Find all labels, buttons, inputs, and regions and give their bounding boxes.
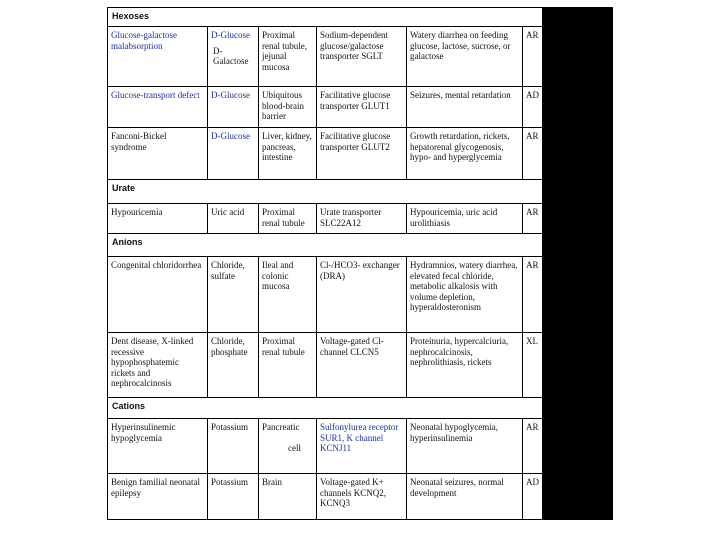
transporter-cell: Sodium-dependent glucose/galactose transporter SGLT	[316, 27, 406, 86]
table-row	[108, 204, 542, 234]
black-side-bar	[543, 7, 613, 520]
tissue-cell: Ubiquitous blood-brain barrier	[258, 87, 316, 127]
features-cell: Neonatal hypoglycemia, hyperinsulinemia	[406, 419, 522, 473]
disorder-cell: Glucose-transport defect	[111, 90, 200, 100]
section-header-urate	[108, 180, 542, 204]
tissue-cell: Proximal renal tubule	[258, 204, 316, 233]
substrate-cell: Potassium	[207, 419, 258, 473]
transporter-cell: Facilitative glucose transporter GLUT1	[316, 87, 406, 127]
transporter-text: Sulfonylurea receptor SUR1, K channel KCNJ11	[320, 422, 399, 453]
features-cell: Growth retardation, rickets, hepatorenal glycogenosis, hypo- and hyperglycemia	[406, 128, 522, 179]
section-title: Anions	[112, 237, 143, 247]
tissue-cell: Brain	[258, 474, 316, 520]
substrate-cell: Chloride, sulfate	[207, 257, 258, 332]
inheritance-cell: AD	[522, 474, 542, 520]
inheritance-cell: AD	[522, 87, 542, 127]
tissue-cell: Proximal renal tubule	[258, 333, 316, 397]
section-title: Urate	[112, 183, 136, 193]
substrate-extra-text: D-Galactose	[213, 45, 249, 66]
inheritance-cell: AR	[522, 128, 542, 179]
substrate-cell: Potassium	[207, 474, 258, 520]
inheritance-cell: AR	[522, 419, 542, 473]
table-row	[108, 87, 542, 128]
transporter-cell: Cl-/HCO3- exchanger (DRA)	[316, 257, 406, 332]
substrate-cell: Uric acid	[207, 204, 258, 233]
features-cell: Proteinuria, hypercalciuria, nephrocalcinosis, nephrolithiasis, rickets	[406, 333, 522, 397]
inheritance-cell: XL	[522, 333, 542, 397]
transporter-cell: Voltage-gated Cl- channel CLCN5	[316, 333, 406, 397]
substrate-cell: Chloride, phosphate	[207, 333, 258, 397]
disorder-cell: Dent disease, X-linked recessive hypophosphatemic rickets and nephrocalcinosis	[111, 336, 194, 388]
features-cell: Neonatal seizures, normal development	[406, 474, 522, 520]
disorder-cell: Congenital chloridorrhea	[111, 260, 202, 270]
substrate-cell	[207, 27, 258, 86]
tissue-text: Pancreatic	[262, 422, 300, 432]
substrate-cell: D-Glucose	[207, 128, 258, 179]
substrate-text: D-Glucose	[211, 30, 250, 40]
table-row	[108, 333, 542, 398]
section-header-hexoses	[108, 8, 542, 27]
table-row	[108, 474, 542, 520]
table-row	[108, 27, 542, 87]
features-cell: Hypouricemia, uric acid urolithiasis	[406, 204, 522, 233]
disorder-cell: Hyperinsulinemic hypoglycemia	[111, 422, 176, 443]
transporter-cell: Voltage-gated K+ channels KCNQ2, KCNQ3	[316, 474, 406, 520]
tissue-extra-text: cell	[288, 442, 301, 453]
disorder-cell: Benign familial neonatal epilepsy	[111, 477, 200, 498]
tissue-cell	[258, 419, 316, 473]
disorder-cell: Fanconi-Bickel syndrome	[111, 131, 167, 152]
tissue-cell: Ileal and colonic mucosa	[258, 257, 316, 332]
inheritance-cell: AR	[522, 257, 542, 332]
tissue-cell: Liver, kidney, pancreas, intestine	[258, 128, 316, 179]
transporter-cell: Facilitative glucose transporter GLUT2	[316, 128, 406, 179]
section-header-anions	[108, 234, 542, 257]
disorder-cell: Glucose-galactose malabsorption	[111, 30, 177, 51]
features-cell: Hydramnios, watery diarrhea, elevated fecal chloride, metabolic alkalosis with volume depletion, hyperaldosteronism	[406, 257, 522, 332]
inheritance-cell: AR	[522, 27, 542, 86]
tissue-cell: Proximal renal tubule, jejunal mucosa	[258, 27, 316, 86]
transport-disorders-table	[107, 7, 543, 520]
disorder-cell: Hypouricemia	[111, 207, 163, 217]
table-row	[108, 419, 542, 474]
features-cell: Seizures, mental retardation	[406, 87, 522, 127]
section-title: Cations	[112, 401, 146, 411]
section-header-cations	[108, 398, 542, 419]
inheritance-cell: AR	[522, 204, 542, 233]
table-row	[108, 257, 542, 333]
section-title: Hexoses	[112, 11, 150, 21]
substrate-cell: D-Glucose	[207, 87, 258, 127]
table-row	[108, 128, 542, 180]
features-cell: Watery diarrhea on feeding glucose, lactose, sucrose, or galactose	[406, 27, 522, 86]
transporter-cell	[316, 419, 406, 473]
transporter-cell: Urate transporter SLC22A12	[316, 204, 406, 233]
